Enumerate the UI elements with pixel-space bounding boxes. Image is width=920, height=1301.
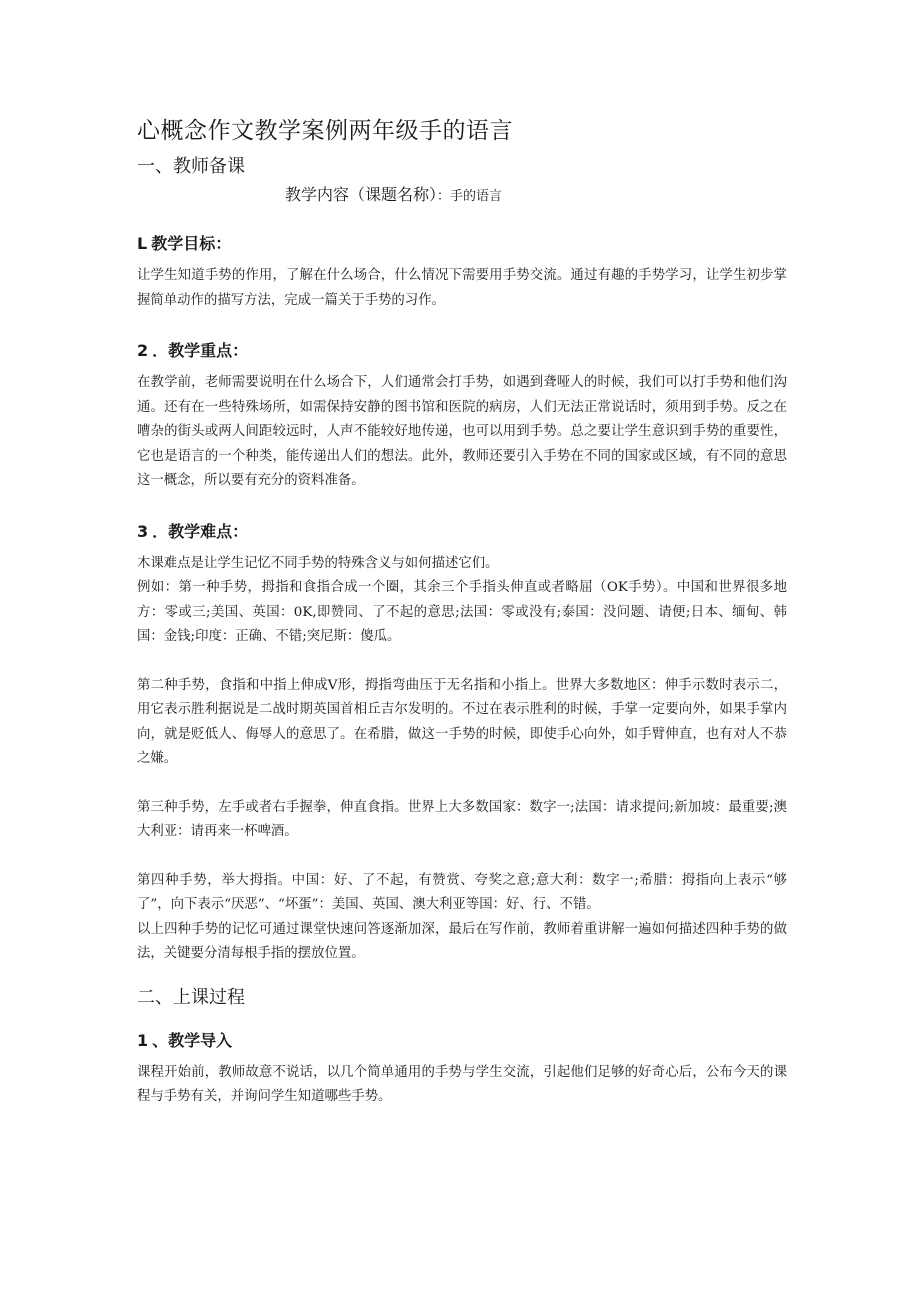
heading-goals-number: L	[137, 234, 148, 253]
section-teacher-prep: 一、教师备课	[137, 156, 245, 177]
heading-goals-text: 教学目标：	[151, 234, 232, 253]
lesson-content-line	[285, 182, 787, 210]
heading-intro	[137, 1029, 787, 1053]
heading-focus	[137, 339, 787, 363]
heading-intro-text: 、教学导入	[152, 1030, 233, 1050]
heading-difficulty-number: 3	[137, 521, 149, 541]
intro-paragraph: 课程开始前，教师故意不说话，以几个简单通用的手势与学生交流，引起他们足够的好奇心后，公布今天的课程与手势有关，并询问学生知道哪些手势。	[137, 1064, 787, 1104]
difficulty-paragraph: 木课难点是让学生记忆不同手势的特殊含义与如何描述它们。	[137, 555, 499, 571]
heading-goals	[137, 232, 787, 256]
document-page	[137, 116, 787, 1110]
goals-paragraph: 让学生知道手势的作用，了解在什么场合，什么情况下需要用手势交流。通过有趣的手势学习，让学生初步掌握简单动作的描写方法，完成一篇关于手势的习作。	[137, 268, 787, 308]
lesson-content-name: 手的语言	[450, 189, 503, 204]
example-paragraph-4: 第四种手势，举大拇指。中国：好、了不起，有赞赏、夸奖之意;意大利：数字一;希腊：拇指向上表示“够了”，向下表示“厌恶”、“坏蛋”：美国、英国、澳大利亚等国：好、行、不错。	[137, 872, 787, 912]
example-paragraph-2: 第二种手势，食指和中指上伸成V形，拇指弯曲压于无名指和小指上。世界大多数地区：伸手示数时表示二，用它表示胜利据说是二战时期英国首相丘吉尔发明的。不过在表示胜利的时候，手掌一定要向外，如果手掌内向，就是贬低人、侮辱人的意思了。在希腊，做这一手势的时候，即使手心向外，如手臂伸直，也有对人不恭之嫌。	[137, 677, 787, 766]
document-title: 心概念作文教学案例两年级手的语言	[137, 118, 513, 144]
summary-paragraph: 以上四种手势的记忆可通过课堂快速问答逐渐加深，最后在写作前，教师着重讲解一遍如何描述四种手势的做法，关键要分清每根手指的摆放位置。	[137, 921, 787, 961]
example-paragraph-3: 第三种手势，左手或者右手握拳，伸直食指。世界上大多数国家：数字一;法国：请求提问;新加坡：最重要;澳大利亚：请再来一杯啤酒。	[137, 799, 787, 839]
heading-difficulty	[137, 520, 787, 544]
example-paragraph-1: 例如：第一种手势，拇指和食指合成一个圈，其余三个手指头伸直或者略屈（OK手势）。中国和世界很多地方：零或三;美国、英国：0K,即赞同、了不起的意思;法国：零或没有;泰国：没问题、请便;日本、缅甸、韩国：金钱;印度：正确、不错;突尼斯：傻瓜。	[137, 580, 787, 644]
heading-focus-number: 2	[137, 341, 149, 360]
heading-focus-text: ．教学重点：	[152, 341, 249, 360]
lesson-content-sep: ：	[437, 189, 451, 204]
section-class-process: 二、上课过程	[137, 986, 245, 1008]
focus-paragraph: 在教学前，老师需要说明在什么场合下，人们通常会打手势，如遇到聋哑人的时候，我们可以打手势和他们沟通。还有在一些特殊场所，如需保持安静的图书馆和医院的病房，人们无法正常说话时，须用到手势。反之在嘈杂的街头或两人间距较远时，人声不能较好地传递，也可以用到手势。总之要让学生意识到手势的重要性，它也是语言的一个种类，能传递出人们的想法。此外，教师还要引入手势在不同的国家或区域，有不同的意思这一概念，所以要有充分的资料准备。	[137, 375, 787, 488]
lesson-content-label: 教学内容（课题名称）	[285, 185, 438, 204]
heading-difficulty-text: ．教学难点：	[152, 521, 249, 541]
heading-intro-number: 1	[137, 1030, 149, 1050]
